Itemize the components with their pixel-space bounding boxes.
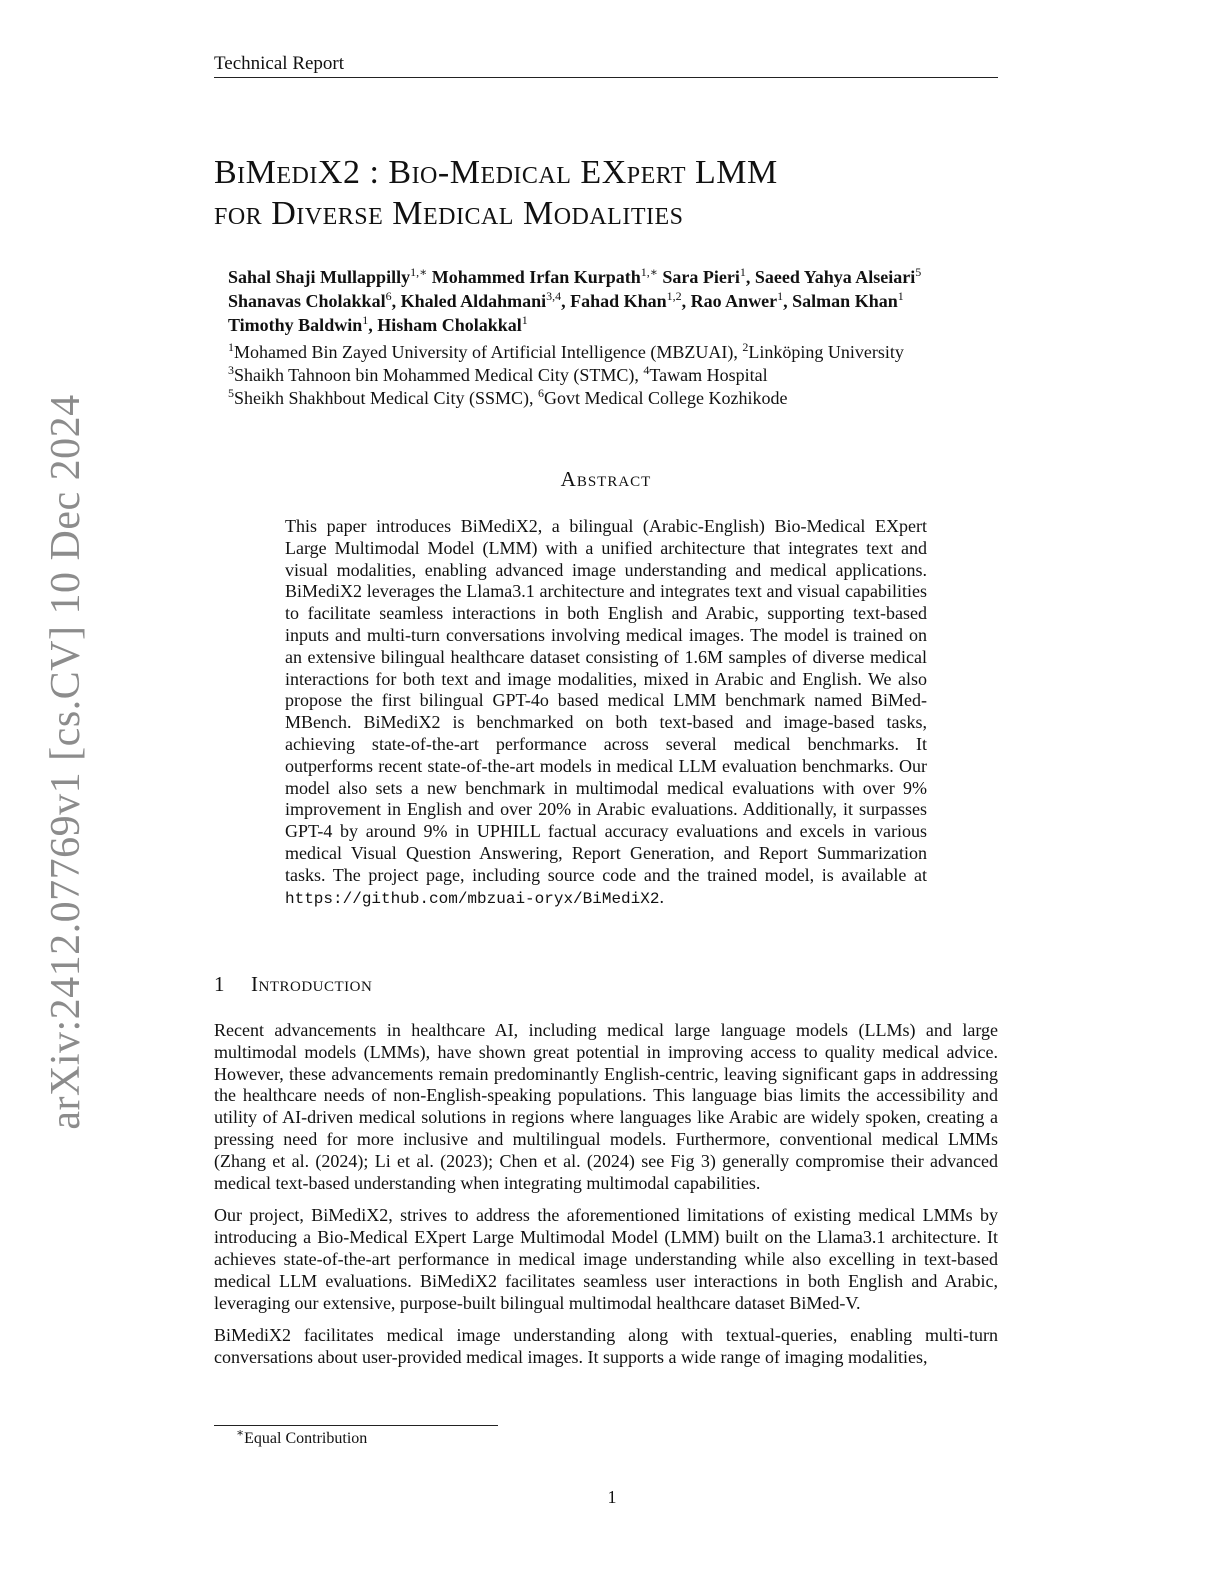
- author: [570, 291, 682, 311]
- affiliation-line: [228, 387, 1008, 410]
- section-title: Introduction: [251, 972, 373, 996]
- paragraph: BiMediX2 facilitates medical image understanding along with textual-queries, enabling multi-turn conversations about user-provided medical images. It supports a wide range of imaging modalities,: [214, 1325, 998, 1368]
- running-header: Technical Report: [214, 52, 998, 78]
- author: [662, 267, 745, 287]
- affiliation-mark: 2: [742, 340, 749, 354]
- footnote: [236, 1425, 368, 1449]
- arxiv-identifier-stamp[interactable]: arXiv:2412.07769v1 [cs.CV] 10 Dec 2024: [43, 394, 89, 1130]
- author: [401, 291, 562, 311]
- affiliation-name: Sheikh Shakhbout Medical City (SSMC),: [234, 388, 539, 408]
- affiliation-mark: 5: [228, 386, 234, 400]
- affiliation-line: [228, 341, 1008, 364]
- author-name: Sahal Shaji Mullappilly: [228, 267, 411, 287]
- abstract-body: [285, 516, 927, 910]
- paragraph: Recent advancements in healthcare AI, including medical large language models (LLMs) and large multimodal models (LMMs), have shown great potential in improving access to quality medical advice. However, these advancements remain predominantly English-centric, leaving significant gaps in addressing the healthcare needs of non-English-speaking populations. This language bias limits the accessibility and utility of AI-driven medical solutions in regions where languages like Arabic are widely spoken, creating a pressing need for more inclusive and multilingual models. Furthermore, conventional medical LMMs (Zhang et al. (2024); Li et al. (2023); Chen et al. (2024) see Fig 3) generally compromise their advanced medical text-based understanding when integrating multimodal capabilities.: [214, 1020, 998, 1193]
- author-name: Khaled Aldahmani: [400, 291, 547, 311]
- paper-title: [214, 152, 998, 234]
- title-line-1: BiMediX2 : Bio-Medical EXpert LMM: [214, 154, 778, 191]
- author: [432, 267, 658, 287]
- author-name: Saeed Yahya Alseiari: [754, 267, 916, 287]
- author-affiliation-mark: 1: [739, 265, 746, 279]
- author-affiliation-mark: 1,2: [666, 289, 682, 303]
- page-number: 1: [607, 1487, 617, 1507]
- footnote-rule: [214, 1425, 498, 1426]
- project-link[interactable]: https://github.com/mbzuai-oryx/BiMediX2: [285, 889, 660, 908]
- author: [228, 267, 427, 287]
- affiliation-line: [228, 364, 1008, 387]
- author-name: Sara Pieri: [662, 267, 740, 287]
- author-name: Mohammed Irfan Kurpath: [431, 267, 641, 287]
- affiliation-mark: 4: [643, 363, 650, 377]
- author-affiliation-mark: 1: [897, 289, 904, 303]
- abstract-end: .: [659, 886, 664, 907]
- author-name: Fahad Khan: [570, 291, 667, 311]
- paragraph: Our project, BiMediX2, strives to address the aforementioned limitations of existing medical LMMs by introducing a Bio-Medical EXpert Large Multimodal Model (LMM) built on the Llama3.1 architecture. It achieves state-of-the-art performance in medical image understanding while also excelling in text-based medical LLM evaluations. BiMediX2 facilitates seamless user interactions in both English and Arabic, leveraging our extensive, purpose-built bilingual multimodal healthcare dataset BiMed-V.: [214, 1205, 998, 1313]
- affiliation-list: [228, 341, 1008, 410]
- author: [691, 291, 784, 311]
- affiliation-name: Shaikh Tahnoon bin Mohammed Medical City (STMC),: [234, 365, 644, 385]
- author-list: Sahal Shaji Mullappilly$^{1,∗}$ Mohammed Irfan Kurpath$^{1,∗}$ Sara Pieri$^1$, Saeed Yahya Alseiari$^5$ Shanavas Cholakkal$^6$, Khaled Aldahmani$^{3,4}$, Fahad Khan$^{1,2}$, Rao Anwer$^1$, Salman Khan$^1$ Timothy Baldwin$^1$, Hisham Cholakkal$^1$: [228, 265, 922, 335]
- title-line-2: for Diverse Medical Modalities: [214, 195, 684, 232]
- affiliation-name: Linköping University: [748, 342, 904, 362]
- introduction-body: [214, 1020, 998, 1380]
- author-name: Rao Anwer: [690, 291, 778, 311]
- affiliation-mark: 3: [228, 363, 234, 377]
- footnote-mark: ∗: [236, 1425, 245, 1440]
- author-name: Hisham Cholakkal: [377, 315, 522, 335]
- section-heading-introduction: [214, 972, 998, 997]
- footnote-text: Equal Contribution: [244, 1430, 368, 1447]
- author-affiliation-mark: 6: [385, 289, 392, 303]
- author-affiliation-mark: 1,∗: [640, 265, 658, 279]
- author: [228, 291, 392, 311]
- author-affiliation-mark: 1: [777, 289, 784, 303]
- author-affiliation-mark: 3,4: [546, 289, 562, 303]
- affiliation-mark: 1: [228, 340, 234, 354]
- author: [792, 291, 904, 311]
- author-affiliation-mark: 5: [915, 265, 922, 279]
- author-name: Timothy Baldwin: [228, 315, 363, 335]
- section-number: 1: [214, 972, 225, 996]
- author-affiliation-mark: 1: [362, 313, 369, 327]
- abstract-heading: Abstract: [560, 467, 652, 491]
- affiliation-name: Govt Medical College Kozhikode: [544, 388, 788, 408]
- affiliation-mark: 6: [538, 386, 545, 400]
- author-affiliation-mark: 1,∗: [410, 265, 428, 279]
- author: [377, 315, 528, 335]
- author: [228, 315, 368, 335]
- abstract-text: This paper introduces BiMediX2, a bilingual (Arabic-English) Bio-Medical EXpert Large Multimodal Model (LMM) with a unified architecture that integrates text and visual modalities, enabling advanced image understanding and medical applications. BiMediX2 leverages the Llama3.1 architecture and integrates text and visual capabilities to facilitate seamless interactions in both English and Arabic, supporting text-based inputs and multi-turn conversations involving medical images. The model is trained on an extensive bilingual healthcare dataset consisting of 1.6M samples of diverse medical interactions for both text and image modalities, mixed in Arabic and English. We also propose the first bilingual GPT-4o based medical LMM benchmark named BiMed-MBench. BiMediX2 is benchmarked on both text-based and image-based tasks, achieving state-of-the-art performance across several medical benchmarks. It outperforms recent state-of-the-art models in medical LLM evaluation benchmarks. Our model also sets a new benchmark in multimodal medical evaluations with over 9% improvement in English and over 20% in Arabic evaluations. Additionally, it surpasses GPT-4 by around 9% in UPHILL factual accuracy evaluations and excels in various medical Visual Question Answering, Report Generation, and Report Summarization tasks. The project page, including source code and the trained model, is available at: [285, 516, 927, 885]
- author-name: Salman Khan: [792, 291, 898, 311]
- affiliation-name: Tawam Hospital: [649, 365, 768, 385]
- affiliation-name: Mohamed Bin Zayed University of Artificial Intelligence (MBZUAI),: [234, 342, 743, 362]
- author-affiliation-mark: 1: [521, 313, 528, 327]
- author-name: Shanavas Cholakkal: [228, 291, 386, 311]
- author: [755, 267, 921, 287]
